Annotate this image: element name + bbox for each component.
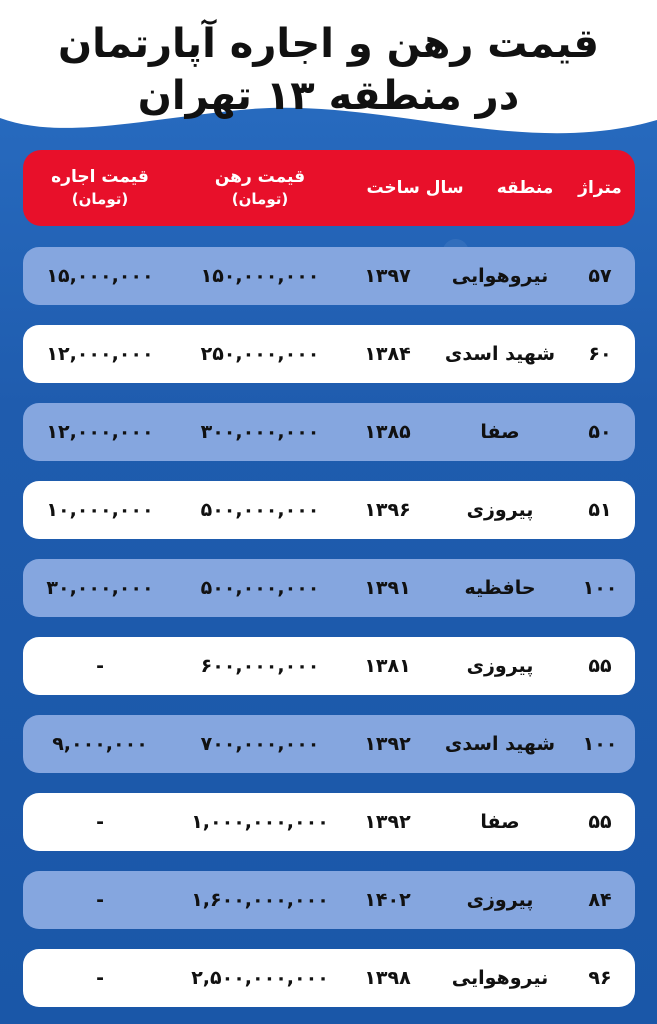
table-row (23, 403, 635, 461)
table-header (23, 150, 635, 226)
cell-area: ۵۰ (588, 421, 612, 443)
table-row (23, 247, 635, 305)
cell-mortgage: ۱,۶۰۰,۰۰۰,۰۰۰ (191, 889, 329, 911)
cell-mortgage: ۵۰۰,۰۰۰,۰۰۰ (200, 499, 320, 521)
title-line-2: در منطقه ۱۳ تهران (137, 73, 520, 119)
header-year-label: سال ساخت (366, 178, 464, 198)
table-row (23, 715, 635, 773)
cell-year: ۱۳۹۱ (364, 577, 411, 599)
cell-rent: ۱۲,۰۰۰,۰۰۰ (46, 343, 154, 365)
header-rent (30, 150, 170, 226)
cell-area: ۸۴ (588, 889, 612, 911)
header-mortgage-label: قیمت رهن (214, 167, 306, 187)
cell-rent: - (96, 655, 104, 677)
cell-rent: - (96, 811, 104, 833)
cell-mortgage: ۱,۰۰۰,۰۰۰,۰۰۰ (191, 811, 329, 833)
header-area (575, 150, 625, 226)
cell-mortgage: ۲,۵۰۰,۰۰۰,۰۰۰ (191, 967, 329, 989)
cell-zone: صفا (480, 811, 520, 833)
cell-mortgage: ۳۰۰,۰۰۰,۰۰۰ (200, 421, 320, 443)
cell-zone: حافظیه (464, 577, 536, 599)
cell-year: ۱۴۰۲ (364, 889, 411, 911)
cell-area: ۵۵ (588, 811, 612, 833)
table-row (23, 637, 635, 695)
cell-year: ۱۳۸۵ (364, 421, 411, 443)
cell-zone: شهید اسدی (444, 343, 556, 365)
cell-area: ۵۵ (588, 655, 612, 677)
cell-mortgage: ۵۰۰,۰۰۰,۰۰۰ (200, 577, 320, 599)
header-mortgage-unit: (تومان) (231, 190, 289, 208)
table-row (23, 325, 635, 383)
header-zone (480, 150, 570, 226)
cell-rent: ۱۵,۰۰۰,۰۰۰ (46, 265, 154, 287)
cell-zone: نیروهوایی (451, 967, 549, 989)
cell-zone: پیروزی (466, 655, 534, 677)
cell-zone: شهید اسدی (444, 733, 556, 755)
cell-area: ۱۰۰ (582, 733, 618, 755)
cell-mortgage: ۲۵۰,۰۰۰,۰۰۰ (200, 343, 320, 365)
table-row (23, 949, 635, 1007)
cell-year: ۱۳۹۶ (364, 499, 411, 521)
cell-rent: - (96, 889, 104, 911)
cell-zone: پیروزی (466, 889, 534, 911)
cell-area: ۵۷ (588, 265, 612, 287)
title-line-1: قیمت رهن و اجاره آپارتمان (58, 21, 599, 67)
cell-mortgage: ۱۵۰,۰۰۰,۰۰۰ (200, 265, 320, 287)
cell-mortgage: ۶۰۰,۰۰۰,۰۰۰ (200, 655, 320, 677)
cell-year: ۱۳۹۷ (364, 265, 411, 287)
header-year (355, 150, 475, 226)
table-row (23, 481, 635, 539)
cell-rent: - (96, 967, 104, 989)
cell-area: ۹۶ (588, 967, 612, 989)
cell-year: ۱۳۸۱ (364, 655, 411, 677)
cell-year: ۱۳۹۲ (364, 733, 411, 755)
header-rent-unit: (تومان) (71, 190, 129, 208)
cell-rent: ۹,۰۰۰,۰۰۰ (52, 733, 148, 755)
cell-mortgage: ۷۰۰,۰۰۰,۰۰۰ (200, 733, 320, 755)
cell-rent: ۱۲,۰۰۰,۰۰۰ (46, 421, 154, 443)
cell-zone: نیروهوایی (451, 265, 549, 287)
table-row (23, 559, 635, 617)
cell-year: ۱۳۸۴ (364, 343, 411, 365)
cell-area: ۱۰۰ (582, 577, 618, 599)
cell-year: ۱۳۹۸ (364, 967, 411, 989)
header-zone-label: منطقه (496, 178, 554, 198)
cell-year: ۱۳۹۲ (364, 811, 411, 833)
cell-rent: ۳۰,۰۰۰,۰۰۰ (46, 577, 154, 599)
cell-area: ۶۰ (588, 343, 612, 365)
cell-zone: پیروزی (466, 499, 534, 521)
table-row (23, 793, 635, 851)
cell-area: ۵۱ (588, 499, 612, 521)
cell-zone: صفا (480, 421, 520, 443)
cell-rent: ۱۰,۰۰۰,۰۰۰ (46, 499, 154, 521)
header-mortgage (175, 150, 345, 226)
header-area-label: متراژ (578, 178, 622, 198)
table-row (23, 871, 635, 929)
title-block (0, 18, 657, 122)
header-rent-label: قیمت اجاره (51, 167, 149, 187)
